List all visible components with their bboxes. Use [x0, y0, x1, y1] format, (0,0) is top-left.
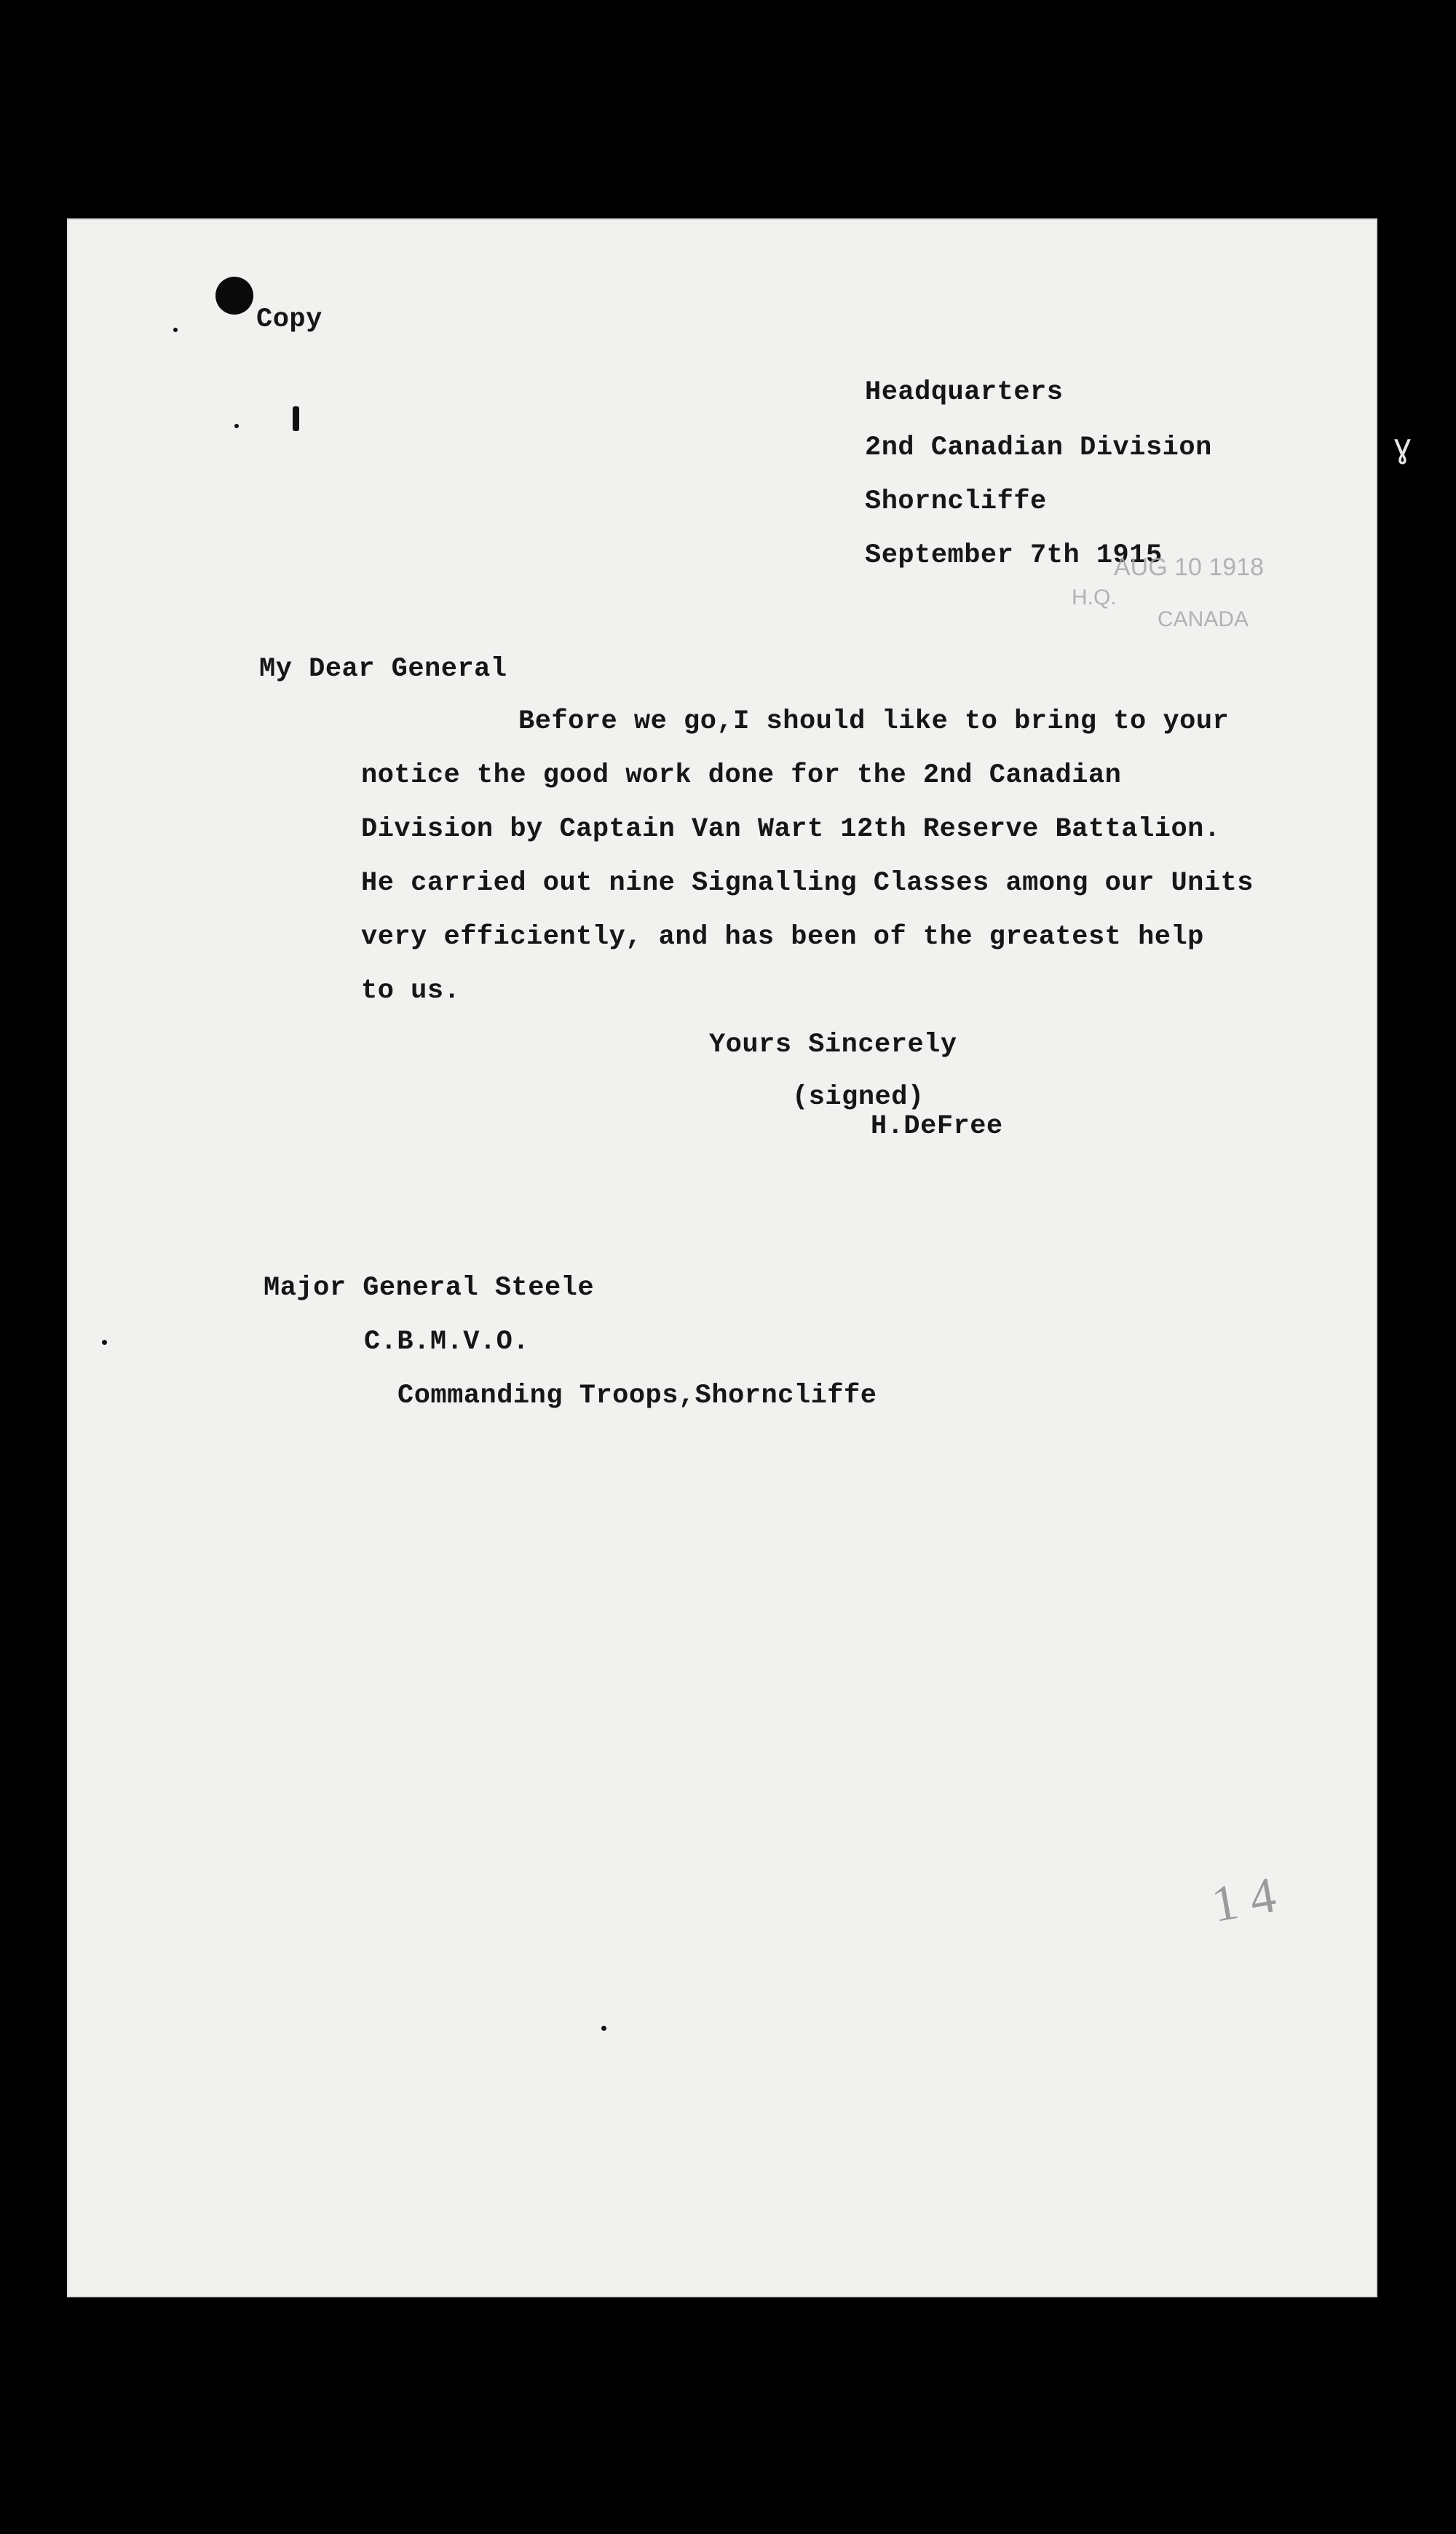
- body-line: Before we go,I should like to bring to your: [518, 706, 1230, 737]
- pencil-note: 1 4: [1207, 1866, 1281, 1934]
- addressee-line: Commanding Troops,Shorncliffe: [397, 1381, 877, 1411]
- header-line: Headquarters: [865, 377, 1064, 408]
- header-date: September 7th 1915: [865, 540, 1163, 571]
- ink-speck: [234, 424, 239, 428]
- salutation: My Dear General: [259, 654, 507, 684]
- stamp-canada: CANADA: [1158, 607, 1249, 631]
- stamp-hq: H.Q.: [1072, 585, 1117, 609]
- body-line: to us.: [361, 976, 461, 1006]
- body-line: very efficiently, and has been of the greatest help: [361, 922, 1204, 952]
- signed-note: (signed): [792, 1082, 925, 1113]
- edge-mark: ɣ: [1394, 427, 1412, 465]
- received-stamp: [1070, 510, 1289, 634]
- header-line: Shorncliffe: [865, 486, 1047, 517]
- ink-speck: [102, 1340, 107, 1345]
- closing: Yours Sincerely: [709, 1030, 957, 1060]
- signatory: H.DeFree: [871, 1111, 1003, 1142]
- stamp-date: AUG 10 1918: [1114, 553, 1265, 581]
- addressee-line: Major General Steele: [264, 1273, 595, 1303]
- ink-speck: [293, 406, 299, 431]
- ink-speck: [601, 2026, 606, 2031]
- addressee-line: C.B.M.V.O.: [364, 1327, 530, 1357]
- body-line: Division by Captain Van Wart 12th Reserve Battalion.: [361, 814, 1221, 845]
- body-line: notice the good work done for the 2nd Canadian: [361, 760, 1122, 791]
- ink-speck: [173, 328, 178, 332]
- copy-label: Copy: [256, 304, 323, 335]
- header-line: 2nd Canadian Division: [865, 433, 1212, 463]
- body-line: He carried out nine Signalling Classes among our Units: [361, 868, 1254, 899]
- punch-hole: [215, 277, 253, 315]
